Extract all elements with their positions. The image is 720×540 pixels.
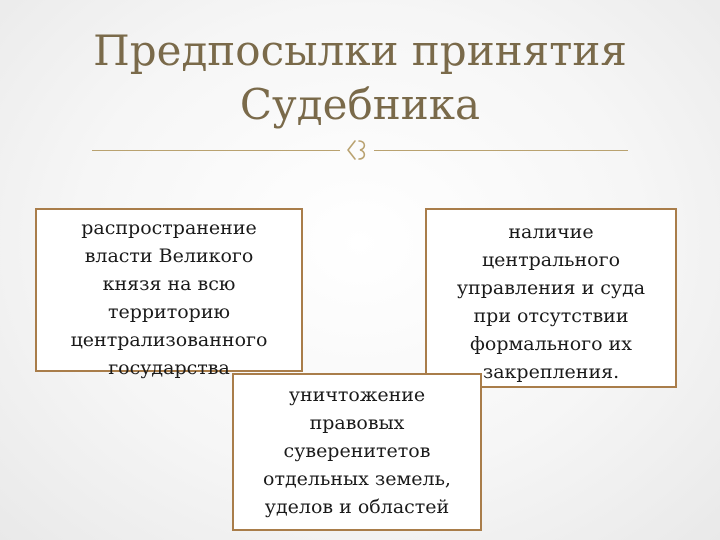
title-divider-right [374,150,628,151]
title-line-2: Судебника [239,80,481,129]
slide-title [60,24,660,132]
prerequisite-box-central-administration: наличие центрального управления и суда при отсутствии формального их закрепления. [425,208,677,388]
title-divider-left [92,150,340,151]
chevron-scroll-icon [345,137,371,163]
title-line-1: Предпосылки принятия [93,26,627,75]
prerequisite-box-sovereignty-abolition: уничтожение правовых суверенитетов отдельных земель, уделов и областей [232,373,482,531]
prerequisite-box-power-extension: распространение власти Великого князя на всю территорию централизованного государства [35,208,303,372]
